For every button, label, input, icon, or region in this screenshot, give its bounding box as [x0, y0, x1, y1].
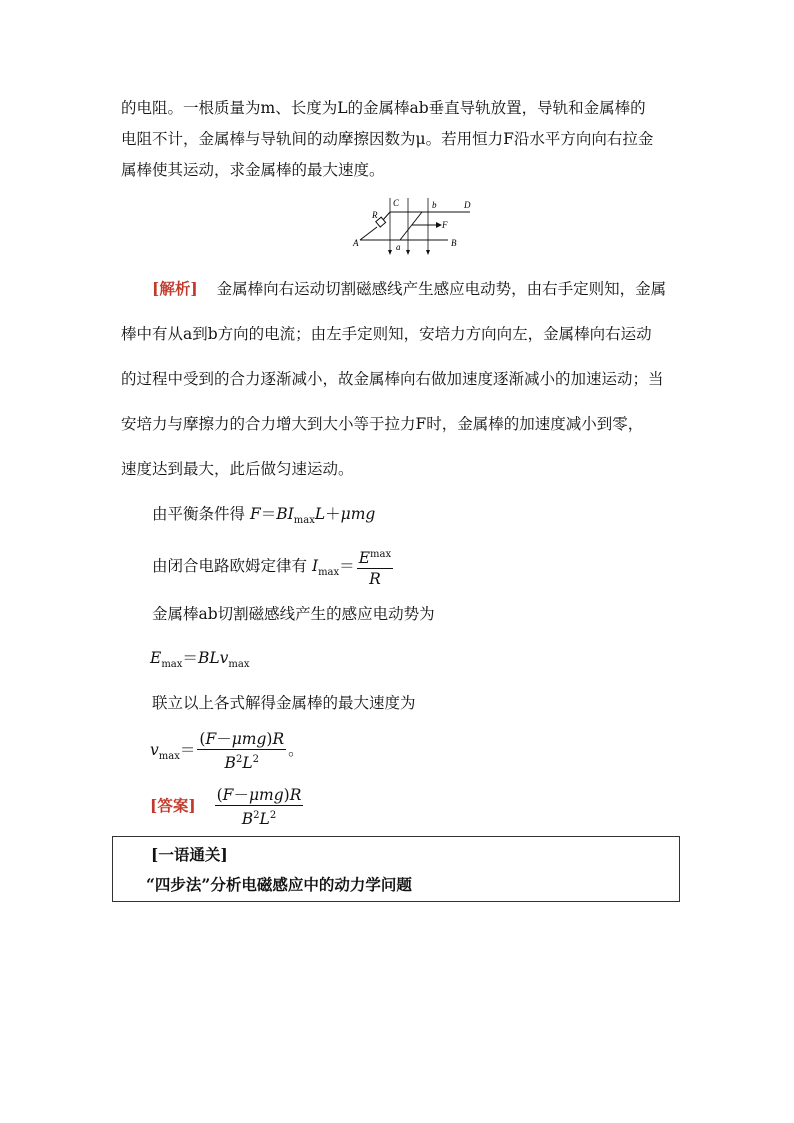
circuit-figure: [350, 192, 480, 262]
summary-box: [112, 836, 680, 902]
summary-title: [一语通关]: [151, 845, 228, 864]
equation-result: $v_{max}=$ $\frac{\text{(F－μmg)R}}{B^2L^2}$ 。: [150, 730, 304, 773]
label-C: C: [393, 198, 400, 208]
label-F: F: [442, 220, 448, 230]
problem-line-1: 的电阻。一根质量为m、长度为L的金属棒ab垂直导轨放置，导轨和金属棒的: [121, 99, 646, 117]
analysis-line-2: 棒中有从a到b方向的电流；由左手定则知，安培力方向向左，金属棒向右运动: [121, 325, 652, 343]
answer-tag: [答案]: [150, 796, 196, 816]
label-R: R: [372, 210, 378, 220]
analysis-line-3: 的过程中受到的合力逐渐减小，故金属棒向右做加速度逐渐减小的加速运动；当: [121, 370, 664, 388]
analysis-line-4: 安培力与摩擦力的合力增大到大小等于拉力F时，金属棒的加速度减小到零，: [121, 415, 644, 433]
analysis-line-5: 速度达到最大，此后做匀速运动。: [121, 460, 354, 478]
summary-subtitle: “四步法”分析电磁感应中的动力学问题: [146, 875, 412, 894]
problem-line-3: 属棒使其运动，求金属棒的最大速度。: [121, 161, 385, 179]
label-B: B: [451, 238, 457, 248]
label-b: b: [432, 200, 437, 210]
analysis-line-1: [解析] 金属棒向右运动切割磁感线产生感应电动势，由右手定则知，金属: [152, 279, 667, 298]
equation-balance: 由平衡条件得 $F=BI_{max}L+\mu mg$: [152, 505, 376, 527]
emf-statement: 金属棒ab切割磁感线产生的感应电动势为: [152, 605, 435, 623]
label-A: A: [353, 238, 359, 248]
analysis-tag: [解析]: [152, 279, 198, 298]
label-D: D: [464, 200, 471, 210]
answer-line: [答案] $\frac{\text{(F－μmg)R}}{B^2L^2}$: [150, 786, 302, 829]
label-a: a: [396, 242, 401, 252]
combine-statement: 联立以上各式解得金属棒的最大速度为: [152, 694, 416, 712]
equation-ohm: 由闭合电路欧姆定律有 $I_{max}=$ $\frac{E^{max}}{R}$: [152, 546, 395, 588]
equation-emf: $E_{max}=BLv_{max}$: [150, 649, 250, 671]
problem-line-2: 电阻不计，金属棒与导轨间的动摩擦因数为μ。若用恒力F沿水平方向向右拉金: [121, 130, 654, 148]
